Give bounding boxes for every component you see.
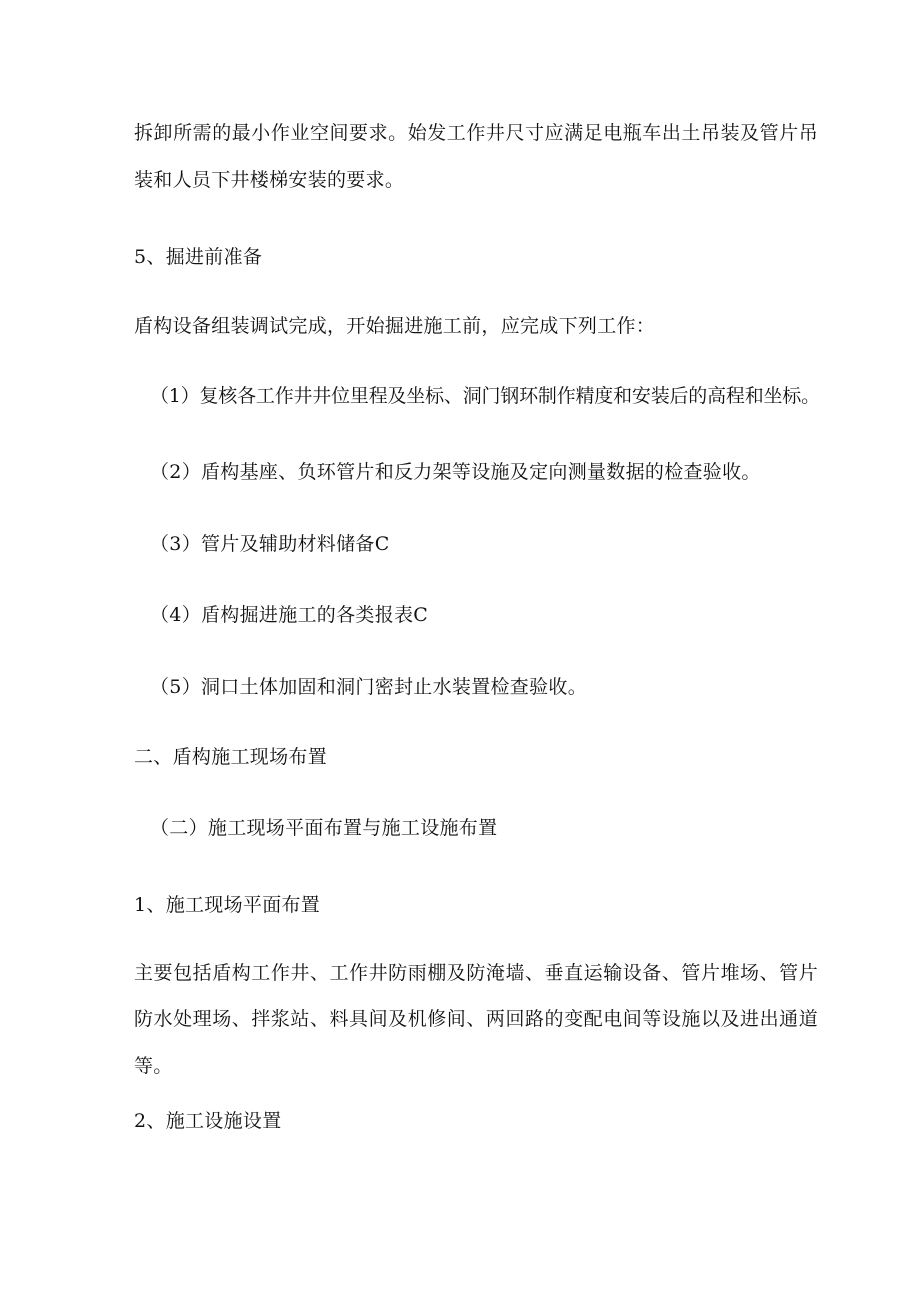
subsection-heading: （二）施工现场平面布置与施工设施布置 <box>150 817 498 839</box>
section-heading: 二、盾构施工现场布置 <box>134 746 328 768</box>
paragraph-line: 装和人员下井楼梯安装的要求。 <box>134 169 405 191</box>
list-item: （1）复核各工作井井位里程及坐标、洞门钢环制作精度和安装后的高程和坐标。 <box>150 385 820 407</box>
section-heading: 1、施工现场平面布置 <box>134 894 321 916</box>
section-heading: 5、掘进前准备 <box>134 246 263 268</box>
list-item: （5）洞口土体加固和洞门密封止水装置检查验收。 <box>150 676 587 698</box>
list-item: （4）盾构掘进施工的各类报表C <box>150 604 429 626</box>
paragraph-line: 防水处理场、拌浆站、料具间及机修间、两回路的变配电间等设施以及进出通道 <box>134 1008 819 1030</box>
list-item: （2）盾构基座、负环管片和反力架等设施及定向测量数据的检查验收。 <box>150 461 761 483</box>
paragraph-line: 盾构设备组装调试完成，开始掘进施工前，应完成下列工作： <box>134 315 656 337</box>
paragraph-line: 主要包括盾构工作井、工作井防雨棚及防淹墙、垂直运输设备、管片堆场、管片 <box>134 962 819 984</box>
section-heading: 2、施工设施设置 <box>134 1110 282 1132</box>
paragraph-line: 拆卸所需的最小作业空间要求。始发工作井尺寸应满足电瓶车出土吊装及管片吊 <box>134 122 819 144</box>
list-item: （3）管片及辅助材料储备C <box>150 533 390 555</box>
paragraph-line: 等。 <box>134 1055 173 1077</box>
